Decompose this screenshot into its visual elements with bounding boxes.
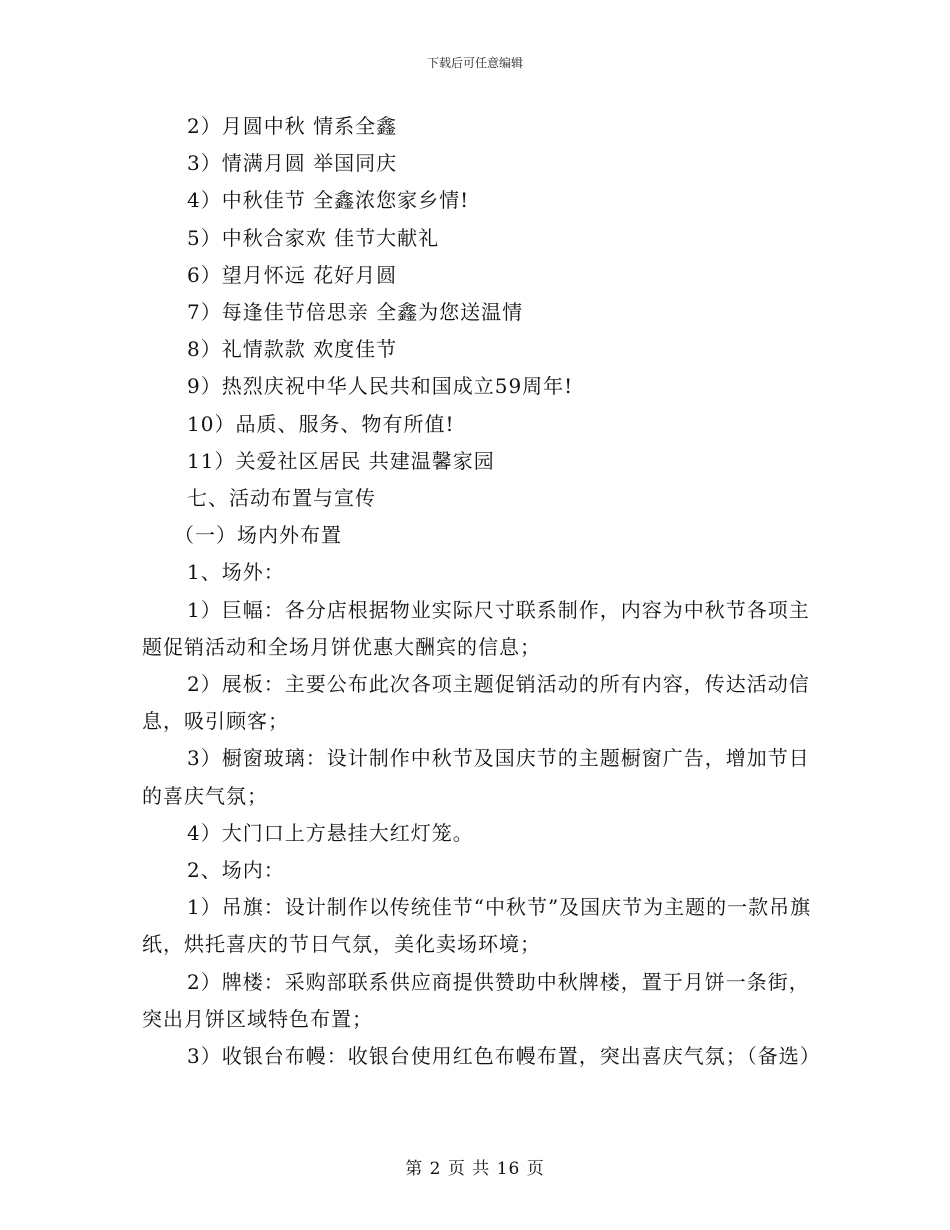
subsection-heading: （一）场内外布置 [174, 523, 342, 548]
slogan-line: 4）中秋佳节 全鑫浓您家乡情! [187, 188, 470, 213]
item-heading: 2、场内： [187, 858, 285, 883]
paragraph: 2）牌楼：采购部联系供应商提供赞助中秋牌楼，置于月饼一条街，突出月饼区域特色布置； [142, 969, 810, 1031]
slogan-line: 10）品质、服务、物有所值! [187, 411, 455, 436]
slogan-line: 6）望月怀远 花好月圆 [187, 262, 398, 287]
paragraph: 1）吊旗：设计制作以传统佳节“中秋节”及国庆节为主题的一款吊旗纸，烘托喜庆的节日气氛，美化卖场环境； [142, 895, 812, 957]
item-heading: 1、场外： [187, 560, 285, 585]
paragraph: 2）展板：主要公布此次各项主题促销活动的所有内容，传达活动信息，吸引顾客； [142, 672, 810, 734]
slogan-line: 7）每逢佳节倍思亲 全鑫为您送温情 [187, 300, 524, 325]
slogan-line: 9）热烈庆祝中华人民共和国成立59周年! [187, 374, 574, 399]
paragraph: 1）巨幅：各分店根据物业实际尺寸联系制作，内容为中秋节各项主题促销活动和全场月饼优惠大酬宾的信息； [142, 597, 810, 659]
paragraph: 3）橱窗玻璃：设计制作中秋节及国庆节的主题橱窗广告，增加节日的喜庆气氛； [142, 746, 810, 808]
slogan-line: 5）中秋合家欢 佳节大献礼 [187, 225, 440, 250]
paragraph: 4）大门口上方悬挂大红灯笼。 [187, 820, 474, 845]
document-body [142, 108, 821, 1075]
paragraph: 3）收银台布幔：收银台使用红色布幔布置，突出喜庆气氛；（备选） [187, 1044, 821, 1069]
slogan-line: 3）情满月圆 举国同庆 [187, 151, 398, 176]
slogan-line: 8）礼情款款 欢度佳节 [187, 337, 398, 362]
slogan-line: 2）月圆中秋 情系全鑫 [187, 114, 398, 138]
section-heading: 七、活动布置与宣传 [187, 486, 376, 511]
page-header: 下载后可任意编辑 [426, 56, 523, 70]
page-footer: 第 2 页 共 16 页 [405, 1159, 545, 1179]
slogan-line: 11）关爱社区居民 共建温馨家园 [187, 448, 495, 473]
